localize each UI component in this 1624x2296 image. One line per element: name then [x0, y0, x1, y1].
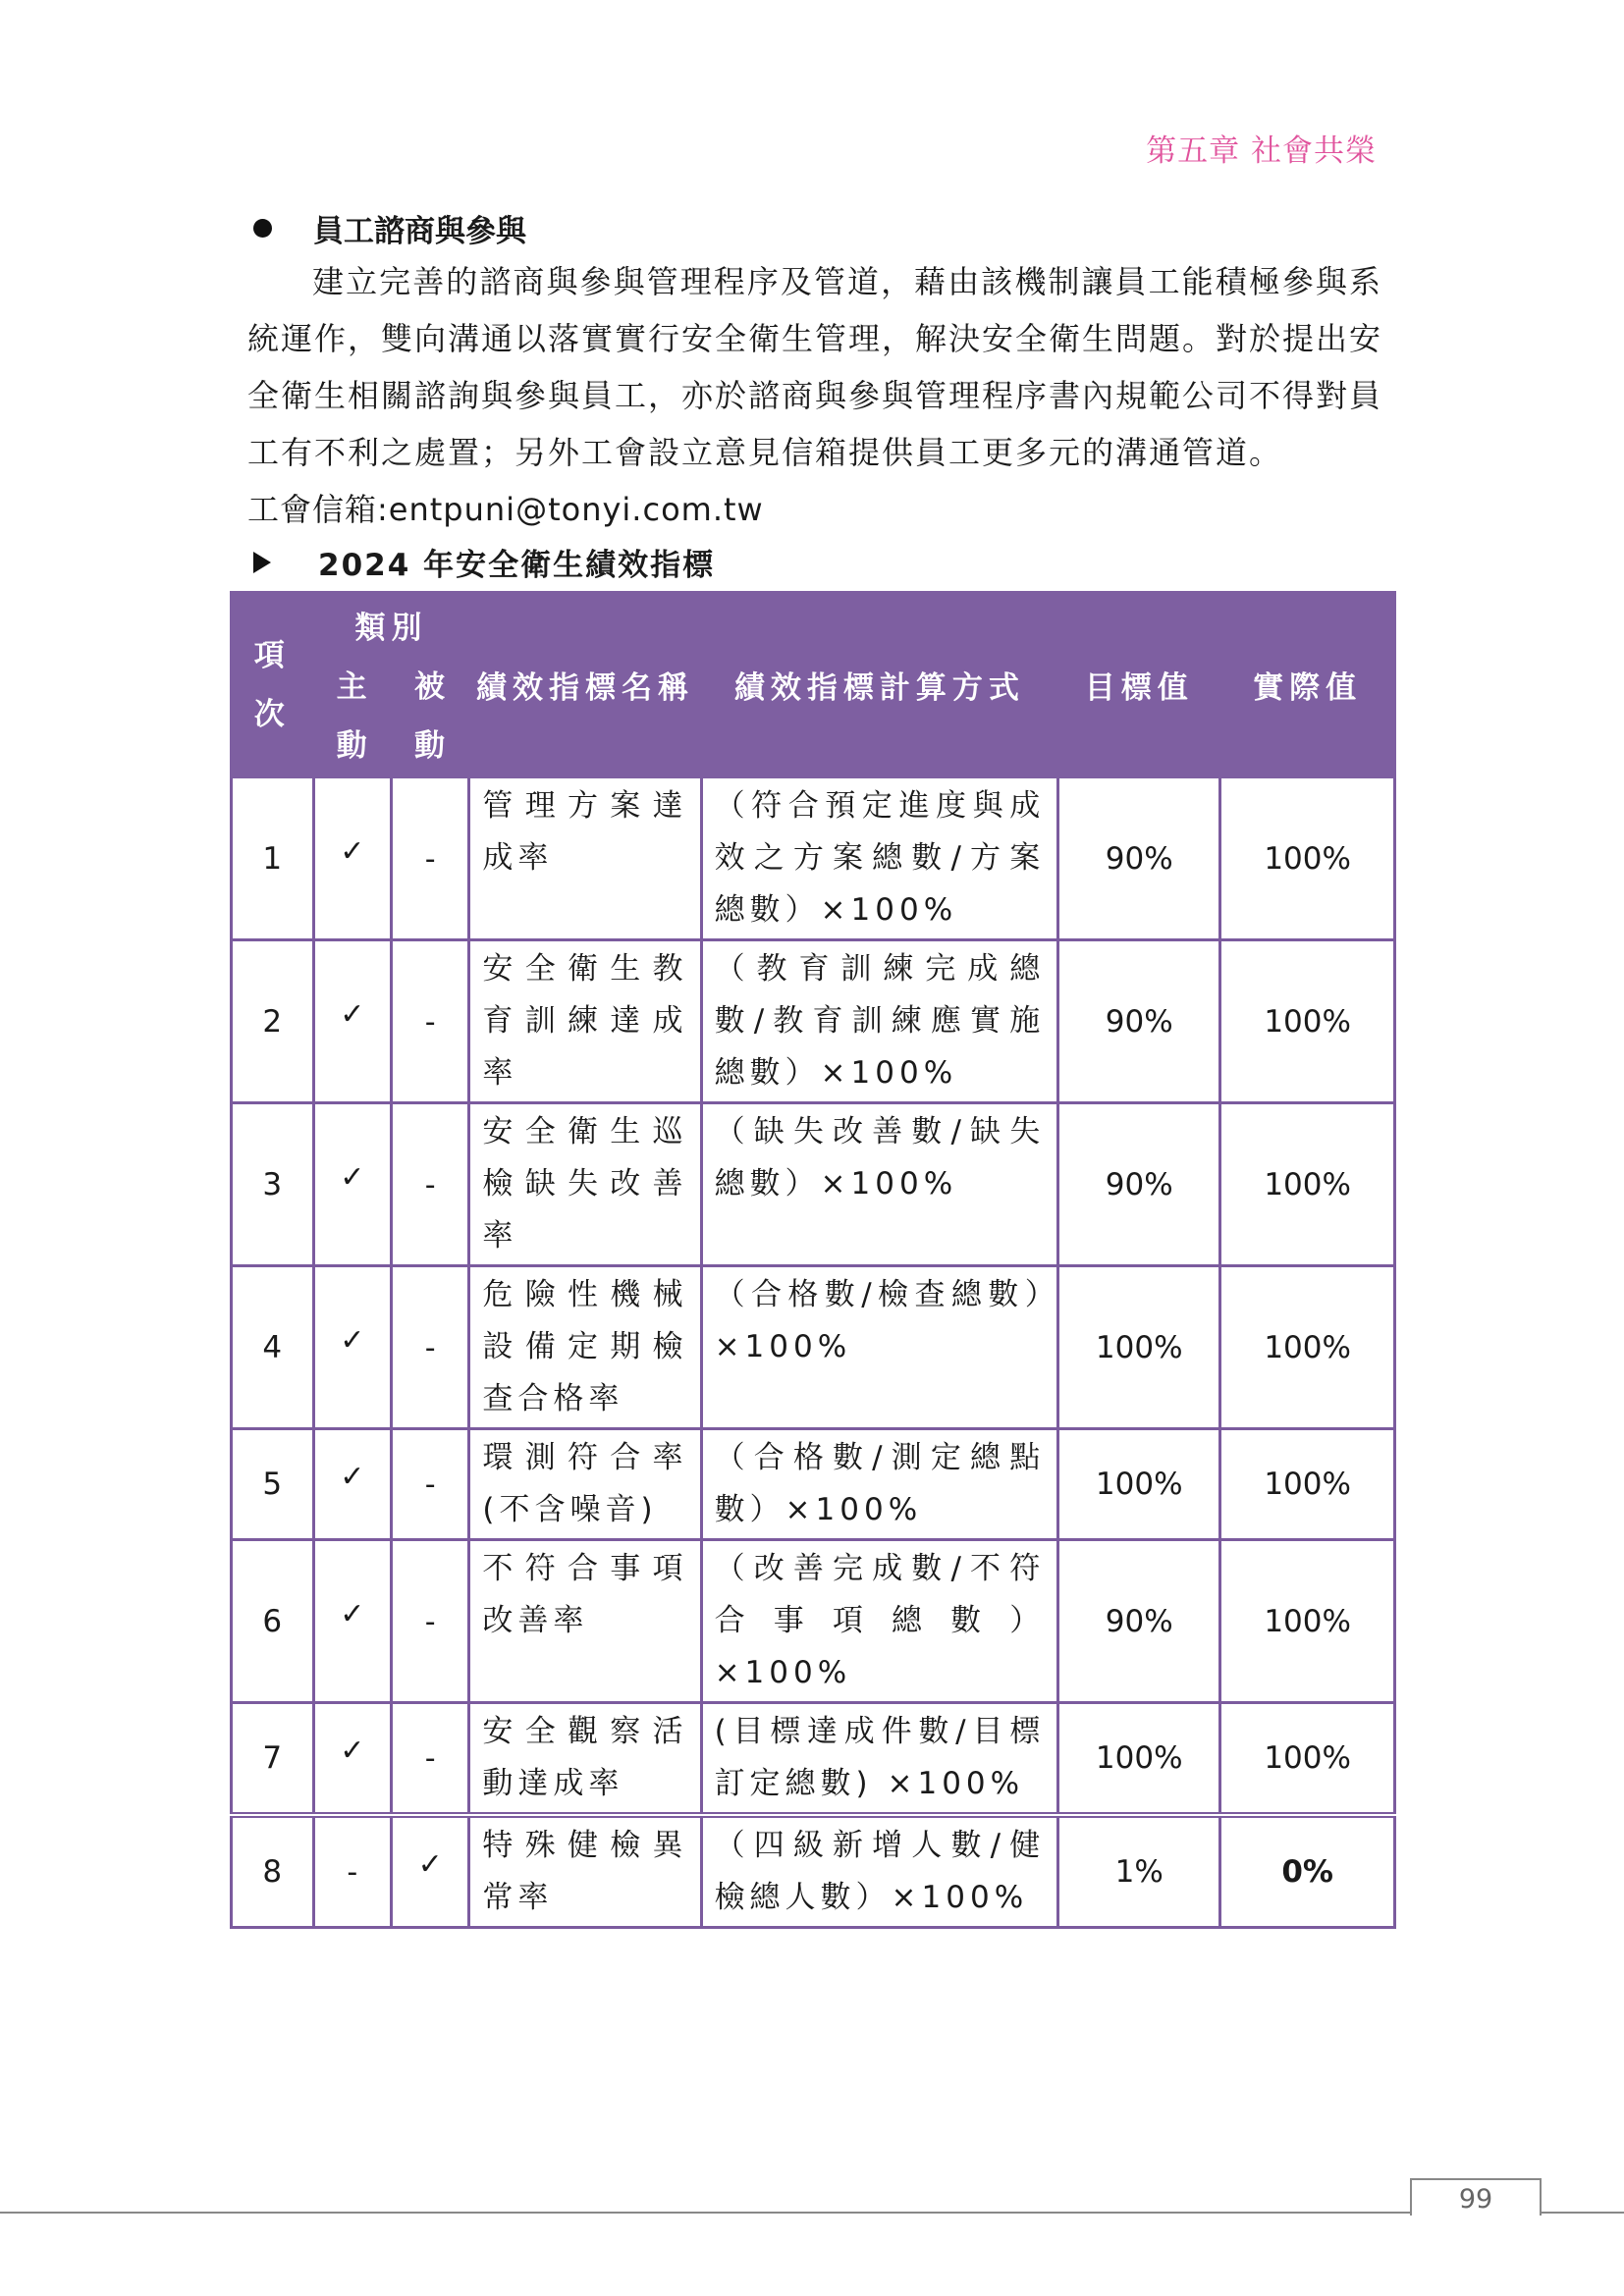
cell-name: 安全衛生巡檢缺失改善率 — [469, 1103, 701, 1266]
table-row — [232, 777, 1395, 940]
dash-mark: - — [424, 1604, 436, 1639]
dash-mark: - — [424, 1468, 436, 1502]
cell-name: 安全觀察活動達成率 — [469, 1703, 701, 1816]
cell-formula: （符合預定進度與成效之方案總數/方案總數）×100% — [701, 777, 1058, 940]
cell-passive — [392, 1266, 469, 1429]
dash-mark: - — [424, 841, 436, 877]
cell-target: 100% — [1058, 1429, 1220, 1540]
cell-no: 5 — [232, 1429, 314, 1540]
cell-formula: （合格數/測定總點數）×100% — [701, 1429, 1058, 1540]
cell-active — [313, 777, 391, 940]
header-formula: 績效指標計算方式 — [701, 593, 1058, 777]
cell-formula: （教育訓練完成總數/教育訓練應實施總數）×100% — [701, 940, 1058, 1103]
dash-mark: - — [424, 1741, 436, 1776]
cell-target: 90% — [1058, 1103, 1220, 1266]
cell-formula: （缺失改善數/缺失總數）×100% — [701, 1103, 1058, 1266]
cell-actual: 100% — [1220, 1103, 1395, 1266]
check-icon: ✓ — [340, 1322, 365, 1358]
page-number: 99 — [1410, 2178, 1542, 2216]
cell-target: 90% — [1058, 777, 1220, 940]
section-title: 員工諮商與參與 — [313, 214, 526, 249]
table-heading — [247, 540, 715, 584]
footer-rule — [0, 2212, 1624, 2214]
cell-target: 90% — [1058, 940, 1220, 1103]
cell-active — [313, 1429, 391, 1540]
cell-target: 100% — [1058, 1266, 1220, 1429]
cell-active — [313, 1540, 391, 1703]
cell-no: 2 — [232, 940, 314, 1103]
check-icon: ✓ — [340, 1460, 365, 1494]
header-item-no: 項次 — [232, 593, 314, 777]
table-row — [232, 1266, 1395, 1429]
check-icon: ✓ — [340, 1596, 365, 1631]
cell-actual: 100% — [1220, 940, 1395, 1103]
cell-actual: 100% — [1220, 1540, 1395, 1703]
cell-name: 不符合事項改善率 — [469, 1540, 701, 1703]
cell-actual: 100% — [1220, 1266, 1395, 1429]
table-row — [232, 1703, 1395, 1816]
cell-active — [313, 1266, 391, 1429]
header-passive: 被動 — [392, 657, 469, 777]
cell-no: 4 — [232, 1266, 314, 1429]
cell-name: 安全衛生教育訓練達成率 — [469, 940, 701, 1103]
cell-passive — [392, 1815, 469, 1928]
table-row — [232, 1103, 1395, 1266]
header-actual: 實際值 — [1220, 593, 1395, 777]
body-paragraph — [247, 253, 1382, 538]
cell-passive — [392, 1703, 469, 1816]
paragraph-text: 建立完善的諮商與參與管理程序及管道，藉由該機制讓員工能積極參與系統運作，雙向溝通以落實實行安全衛生管理，解決安全衛生問題。對於提出安全衛生相關諮詢與參與員工，亦於諮商與參與管理程序書內規範公司不得對員工有不利之處置；另外工會設立意見信箱提供員工更多元的溝通管道。 — [247, 263, 1383, 471]
cell-actual: 100% — [1220, 1703, 1395, 1816]
table-row — [232, 1540, 1395, 1703]
cell-no: 6 — [232, 1540, 314, 1703]
kpi-table — [230, 591, 1396, 1929]
cell-no: 7 — [232, 1703, 314, 1816]
cell-passive — [392, 1103, 469, 1266]
cell-formula: （改善完成數/不符合事項總數）×100% — [701, 1540, 1058, 1703]
bullet-dot-icon — [253, 219, 272, 238]
cell-formula: （合格數/檢查總數）×100% — [701, 1266, 1058, 1429]
check-icon: ✓ — [340, 1159, 365, 1195]
arrow-bullet-icon — [253, 552, 271, 573]
cell-no: 8 — [232, 1815, 314, 1928]
cell-name: 環測符合率(不含噪音) — [469, 1429, 701, 1540]
cell-passive — [392, 1429, 469, 1540]
cell-active — [313, 1703, 391, 1816]
cell-target: 1% — [1058, 1815, 1220, 1928]
check-icon: ✓ — [340, 996, 365, 1032]
cell-formula: （四級新增人數/健檢總人數）×100% — [701, 1815, 1058, 1928]
header-category: 類別 — [313, 593, 469, 657]
check-icon: ✓ — [340, 833, 365, 869]
dash-mark: - — [424, 1167, 436, 1202]
table-row — [232, 1815, 1395, 1928]
cell-passive — [392, 777, 469, 940]
union-mailbox: 工會信箱:entpuni@tonyi.com.tw — [247, 491, 764, 528]
cell-actual: 100% — [1220, 1429, 1395, 1540]
cell-no: 3 — [232, 1103, 314, 1266]
cell-actual: 100% — [1220, 777, 1395, 940]
dash-mark: - — [424, 1330, 436, 1365]
cell-actual: 0% — [1220, 1815, 1395, 1928]
cell-name: 危險性機械設備定期檢查合格率 — [469, 1266, 701, 1429]
cell-name: 管理方案達成率 — [469, 777, 701, 940]
section-heading — [247, 206, 1386, 250]
table-row — [232, 940, 1395, 1103]
cell-passive — [392, 1540, 469, 1703]
cell-target: 100% — [1058, 1703, 1220, 1816]
header-target: 目標值 — [1058, 593, 1220, 777]
cell-target: 90% — [1058, 1540, 1220, 1703]
dash-mark: - — [424, 1004, 436, 1040]
cell-active — [313, 1103, 391, 1266]
dash-mark: - — [347, 1855, 358, 1890]
cell-active — [313, 940, 391, 1103]
cell-no: 1 — [232, 777, 314, 940]
header-name: 績效指標名稱 — [469, 593, 701, 777]
check-icon: ✓ — [340, 1734, 365, 1768]
table-row — [232, 1429, 1395, 1540]
cell-name: 特殊健檢異常率 — [469, 1815, 701, 1928]
table-title: 2024 年安全衛生績效指標 — [318, 548, 716, 583]
cell-formula: (目標達成件數/目標訂定總數) ×100% — [701, 1703, 1058, 1816]
check-icon: ✓ — [417, 1847, 443, 1882]
cell-passive — [392, 940, 469, 1103]
chapter-title: 第五章 社會共榮 — [1146, 133, 1377, 169]
cell-active — [313, 1815, 391, 1928]
header-active: 主動 — [313, 657, 391, 777]
